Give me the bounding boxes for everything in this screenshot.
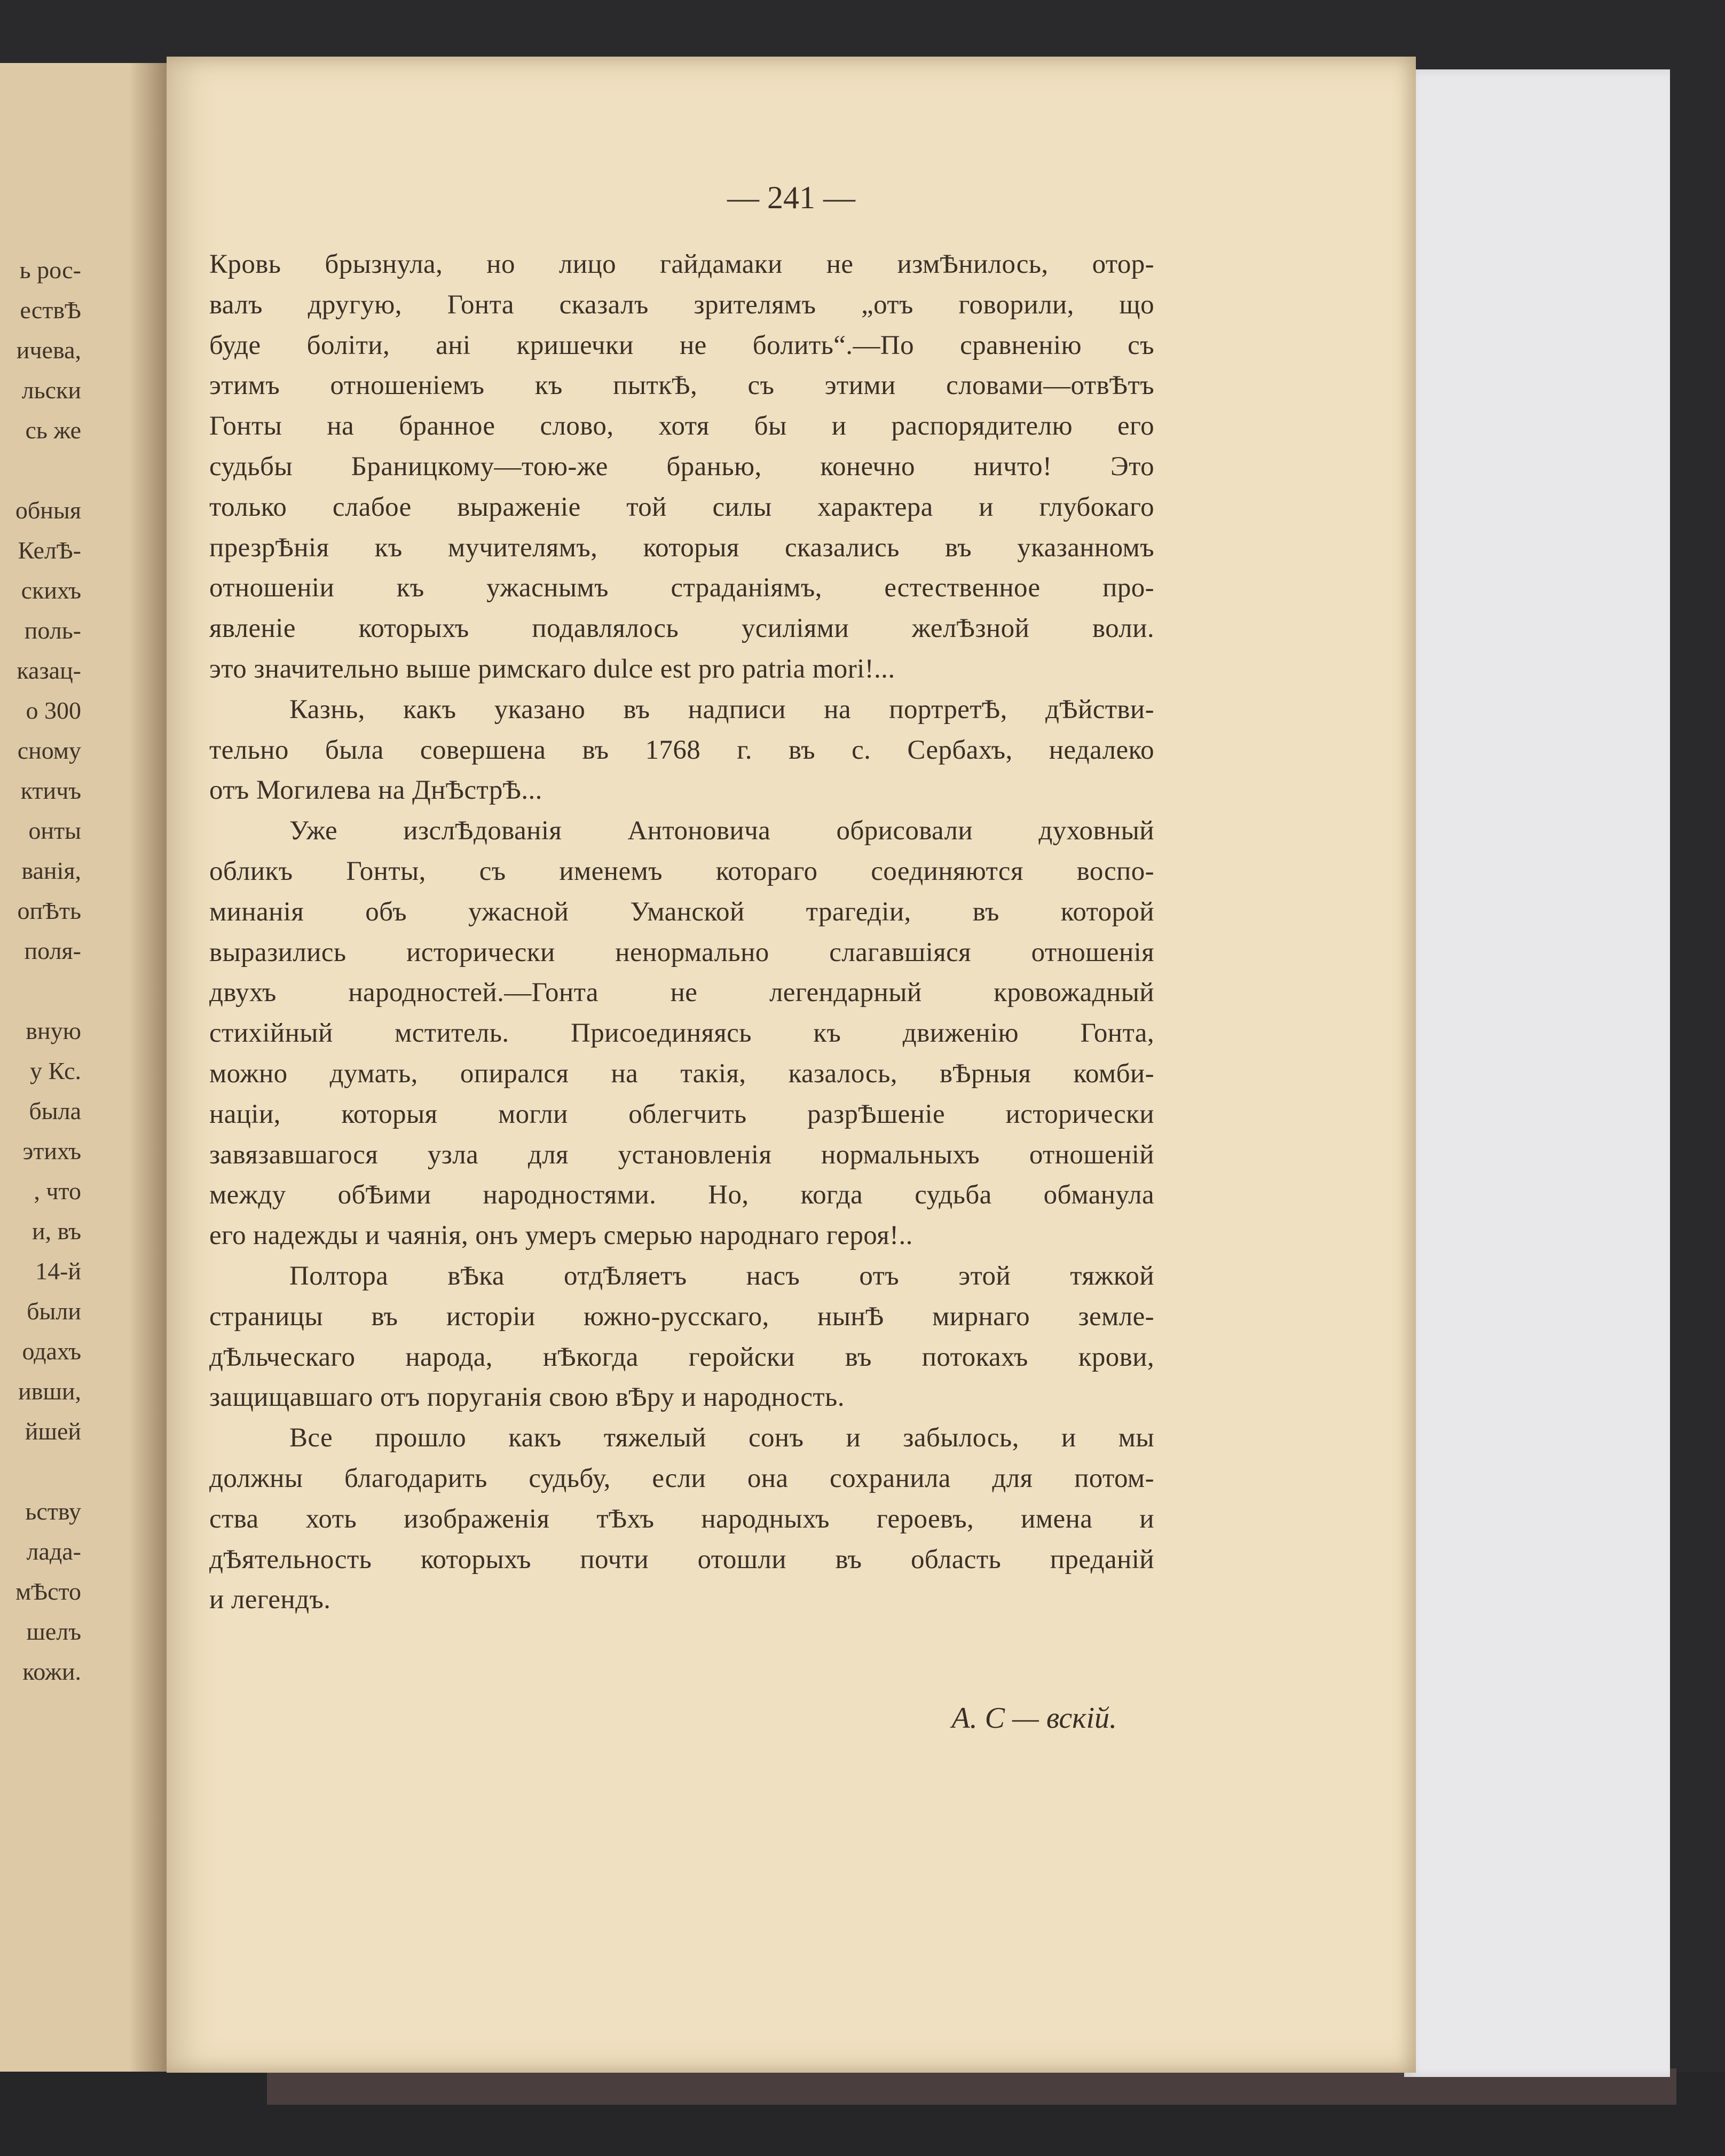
text-line: между обѢими народностями. Но, когда судьба обманула: [209, 1180, 1154, 1210]
left-page-text-column: [15, 250, 81, 1691]
text-line: и легендъ.: [209, 1585, 331, 1615]
text-line: завязавшагося узла для установленія нормальныхъ отношеній: [209, 1139, 1154, 1170]
text-line: Уже изслѢдованія Антоновича обрисовали духовный: [289, 816, 1154, 846]
text-line: отъ Могилева на ДнѢстрѢ...: [209, 775, 542, 806]
text-line: явленіе которыхъ подавлялось усиліями желѢзной воли.: [209, 613, 1154, 644]
text-line: это значительно выше римскаго dulce est pro patria mori!...: [209, 654, 895, 684]
text-line: дѢльческаго народа, нѢкогда геройски въ потокахъ крови,: [209, 1342, 1154, 1372]
text-line: его надежды и чаянія, онъ умеръ смерью народнаго героя!..: [209, 1221, 913, 1251]
text-line: этимъ отношеніемъ къ пыткѢ, съ этими словами—отвѢтъ: [209, 371, 1154, 401]
text-line: націи, которыя могли облегчить разрѢшеніе исторически: [209, 1099, 1154, 1129]
text-line: дѢятельность которыхъ почти отошли въ область преданій: [209, 1544, 1154, 1575]
left-page-line: КелѢ-: [18, 537, 81, 564]
left-page-line: 14-й: [35, 1257, 81, 1285]
left-page-line: поль-: [24, 617, 81, 644]
paragraph: [209, 245, 1154, 690]
text-line: ства хоть изображенія тѢхъ народныхъ героевъ, имена и: [209, 1504, 1154, 1534]
left-page-line: и, въ: [32, 1217, 81, 1245]
left-page-line: мѢсто: [15, 1578, 81, 1605]
left-page-line: вную: [26, 1017, 81, 1044]
left-page-line: у Кс.: [30, 1057, 81, 1084]
left-page: [0, 63, 167, 2072]
text-line: Казнь, какъ указано въ надписи на портретѢ, дѢйстви-: [289, 694, 1154, 725]
text-line: отношеніи къ ужаснымъ страданіямъ, естественное про-: [209, 573, 1154, 603]
text-line: буде боліти, ані кришечки не болить“.—По сравненію съ: [209, 330, 1154, 360]
text-line: презрѢнія къ мучителямъ, которыя сказались въ указанномъ: [209, 532, 1154, 563]
backing-sheet: [1404, 69, 1670, 2077]
left-page-line: [15, 1451, 81, 1491]
page-body: [209, 245, 1154, 1620]
left-page-line: были: [27, 1297, 81, 1325]
text-line: выразились исторически ненормально слагавшіяся отношенія: [209, 937, 1154, 967]
page-number: — 241 —: [727, 180, 855, 215]
text-line: Полтора вѢка отдѢляетъ насъ отъ этой тяжкой: [289, 1261, 1154, 1291]
left-page-line: ь рос-: [19, 256, 81, 284]
left-page-line: сному: [17, 737, 81, 764]
left-page-line: этихъ: [22, 1137, 81, 1164]
paragraph: [209, 811, 1154, 1256]
text-line: можно думать, опирался на такія, казалось, вѢрныя комби-: [209, 1058, 1154, 1089]
left-page-line: шелъ: [26, 1618, 81, 1645]
left-page-line: [15, 971, 81, 1011]
right-page: [167, 57, 1416, 2073]
text-line: Все прошло какъ тяжелый сонъ и забылось, и мы: [289, 1423, 1154, 1453]
left-page-line: скихъ: [21, 577, 81, 604]
text-line: стихійный мститель. Присоединяясь къ движенію Гонта,: [209, 1018, 1154, 1049]
left-page-line: ктичъ: [20, 777, 81, 804]
text-line: минанія объ ужасной Уманской трагедіи, въ которой: [209, 896, 1154, 927]
paragraph: [209, 1256, 1154, 1418]
left-page-line: одахъ: [22, 1337, 81, 1365]
text-line: должны благодарить судьбу, если она сохранила для потом-: [209, 1463, 1154, 1493]
paragraph: [209, 1418, 1154, 1620]
left-page-line: обныя: [15, 497, 81, 524]
paragraph: [209, 690, 1154, 811]
text-line: тельно была совершена въ 1768 г. въ с. Сербахъ, недалеко: [209, 735, 1154, 765]
text-line: Гонты на бранное слово, хотя бы и распорядителю его: [209, 411, 1154, 442]
text-line: Кровь брызнула, но лицо гайдамаки не измѢнилось, отор-: [209, 249, 1154, 279]
binding-shadow: [129, 63, 167, 2072]
left-page-line: ичева,: [16, 336, 81, 364]
text-line: судьбы Браницкому—тою-же бранью, конечно ничто! Это: [209, 451, 1154, 482]
left-page-line: о 300: [26, 697, 81, 724]
left-page-line: опѢть: [17, 897, 81, 924]
left-page-line: ьству: [25, 1498, 81, 1525]
text-line: валъ другую, Гонта сказалъ зрителямъ „отъ говорили, що: [209, 289, 1154, 320]
left-page-line: кожи.: [22, 1658, 81, 1685]
text-line: защищавшаго отъ поруганія свою вѢру и народность.: [209, 1382, 845, 1413]
left-page-line: , что: [34, 1177, 81, 1205]
text-line: только слабое выраженіе той силы характера и глубокаго: [209, 492, 1154, 522]
text-line: страницы въ исторіи южно-русскаго, нынѢ мирнаго земле-: [209, 1301, 1154, 1332]
left-page-line: онты: [28, 817, 81, 844]
left-page-line: поля-: [24, 937, 81, 964]
text-line: двухъ народностей.—Гонта не легендарный кровожадный: [209, 978, 1154, 1008]
left-page-line: была: [29, 1097, 81, 1124]
left-page-line: льски: [21, 376, 81, 404]
left-page-line: [15, 450, 81, 490]
left-page-line: ванія,: [21, 857, 81, 884]
left-page-line: йшей: [25, 1418, 81, 1445]
left-page-line: сь же: [25, 416, 81, 444]
text-line: обликъ Гонты, съ именемъ котораго соединяются воспо-: [209, 856, 1154, 886]
left-page-line: лада-: [26, 1538, 81, 1565]
left-page-line: казац-: [17, 657, 81, 684]
author-signature: А. С — вскій.: [951, 1702, 1117, 1735]
left-page-line: ествѢ: [20, 296, 81, 324]
left-page-line: ивши,: [18, 1378, 81, 1405]
